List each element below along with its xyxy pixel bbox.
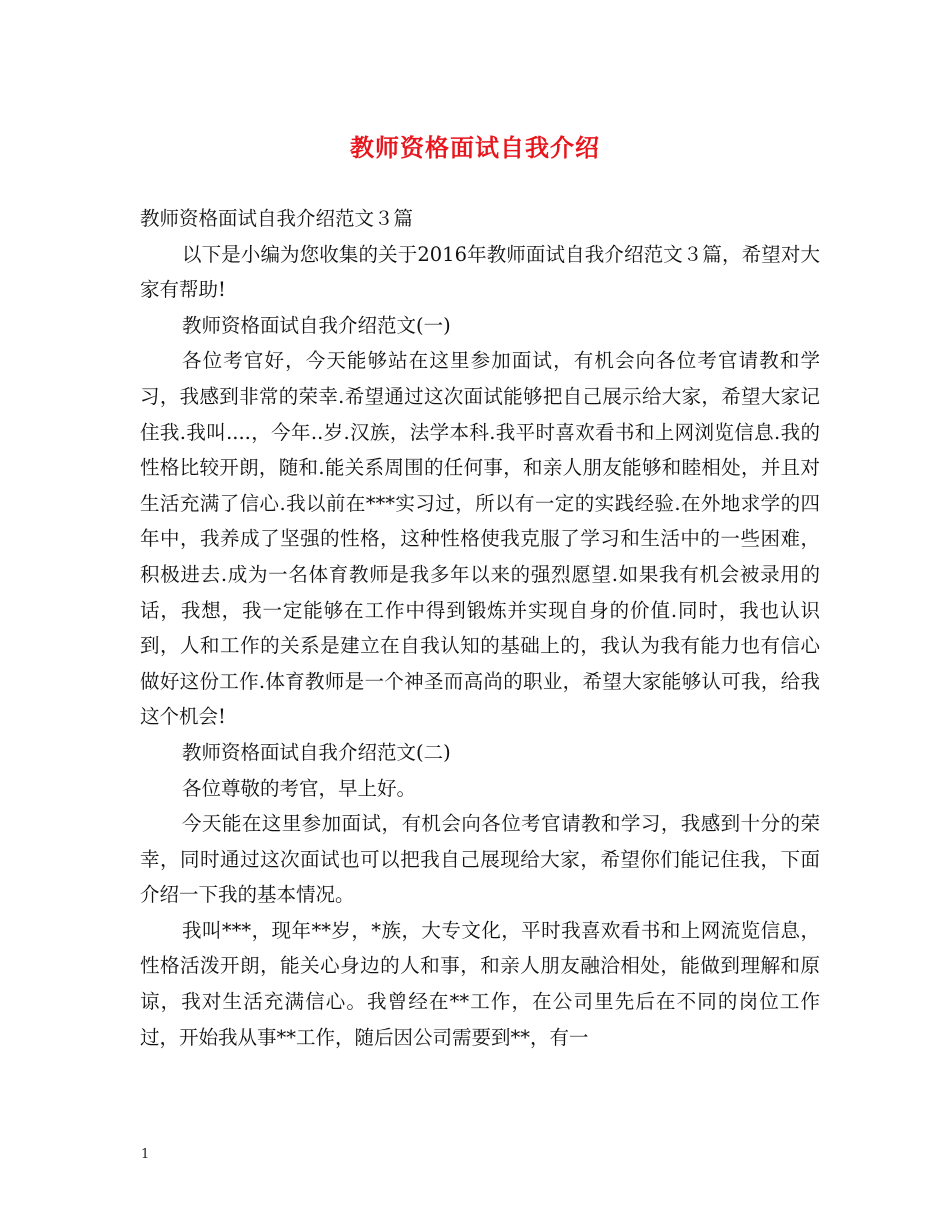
paragraph-subtitle: 教师资格面试自我介绍范文３篇	[140, 207, 414, 230]
paragraph-intro: 以下是小编为您收集的关于2016年教师面试自我介绍范文３篇，希望对大家有帮助!	[140, 242, 820, 302]
page-number: 1	[141, 1147, 150, 1162]
paragraph-sample-one: 各位考官好，今天能够站在这里参加面试，有机会向各位考官请教和学习，我感到非常的荣幸.希望通过这次面试能够把自己展示给大家，希望大家记住我.我叫....，今年..岁.汉族，法学本科.我平时喜欢看书和上网浏览信息.我的性格比较开朗，随和.能关系周围的任何事，和亲人朋友能够和睦相处，并且对生活充满了信心.我以前在***实习过，所以有一定的实践经验.在外地求学的四年中，我养成了坚强的性格，这种性格使我克服了学习和生活中的一些困难，积极进去.成为一名体育教师是我多年以来的强烈愿望.如果我有机会被录用的话，我想，我一定能够在工作中得到锻炼并实现自身的价值.同时，我也认识到，人和工作的关系是建立在自我认知的基础上的，我认为我有能力也有信心做好这份工作.体育教师是一个神圣而高尚的职业，希望大家能够认可我，给我这个机会!	[140, 349, 820, 729]
document-body	[140, 201, 820, 1055]
paragraph-greeting: 各位尊敬的考官，早上好。	[182, 776, 417, 800]
paragraph-sample-two-intro: 今天能在这里参加面试，有机会向各位考官请教和学习，我感到十分的荣幸，同时通过这次面试也可以把我自己展现给大家，希望你们能记住我，下面介绍一下我的基本情况。	[140, 812, 820, 907]
paragraph-sample-two-body: 我叫***，现年**岁，*族，大专文化，平时我喜欢看书和上网流览信息，性格活泼开朗，能关心身边的人和事，和亲人朋友融洽相处，能做到理解和原谅，我对生活充满信心。我曾经在**工作，在公司里先后在不同的岗位工作过，开始我从事**工作，随后因公司需要到**，有一	[140, 918, 820, 1049]
section-heading-one: 教师资格面试自我介绍范文(一)	[182, 313, 451, 337]
document-title: 教师资格面试自我介绍	[350, 133, 600, 162]
section-heading-two: 教师资格面试自我介绍范文(二)	[182, 740, 451, 764]
